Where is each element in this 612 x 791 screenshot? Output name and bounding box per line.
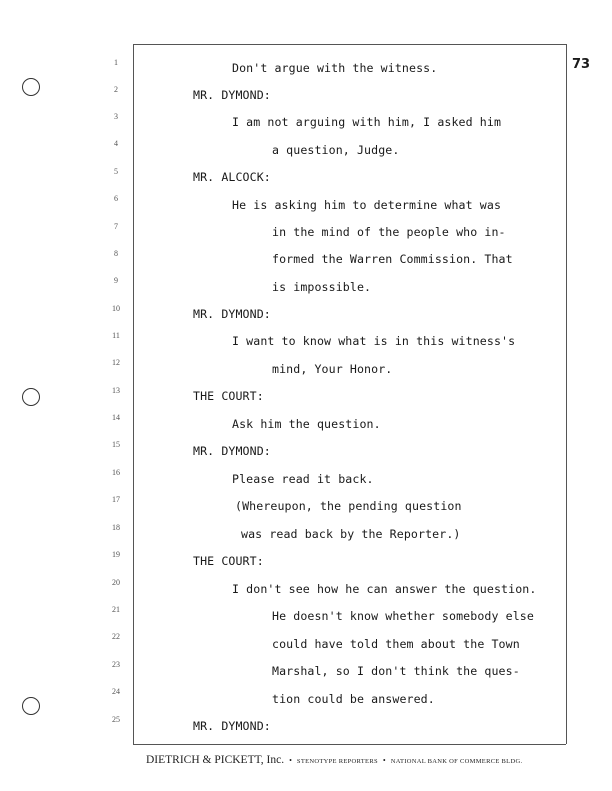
transcript-line: tion could be answered.	[272, 692, 435, 706]
transcript-line: I am not arguing with him, I asked him	[232, 115, 502, 129]
line-number: 10	[112, 304, 120, 313]
binder-hole-middle	[22, 388, 40, 406]
footer-service: STENOTYPE REPORTERS	[296, 758, 378, 765]
footer-separator: •	[382, 756, 386, 765]
line-number: 22	[112, 632, 120, 641]
transcript-line: is impossible.	[272, 280, 372, 294]
left-margin-rule	[133, 44, 134, 744]
line-number: 9	[114, 276, 118, 285]
transcript-line: He doesn't know whether somebody else	[272, 609, 534, 623]
transcript-line: mind, Your Honor.	[272, 362, 393, 376]
footer-separator: •	[289, 756, 292, 765]
line-number: 13	[112, 386, 120, 395]
transcript-line: in the mind of the people who in-	[272, 225, 506, 239]
line-number: 8	[114, 249, 118, 258]
line-number: 21	[112, 605, 120, 614]
bottom-rule	[133, 744, 566, 745]
binder-hole-bottom	[22, 697, 40, 715]
line-number: 1	[114, 58, 118, 67]
speaker-label: MR. DYMOND:	[193, 88, 271, 102]
line-number: 25	[112, 715, 120, 724]
transcript-line: a question, Judge.	[272, 143, 400, 157]
line-number: 18	[112, 523, 120, 532]
speaker-label: MR. DYMOND:	[193, 444, 271, 458]
line-number: 23	[112, 660, 120, 669]
line-number: 17	[112, 495, 120, 504]
transcript-line: could have told them about the Town	[272, 637, 520, 651]
transcript-line: I don't see how he can answer the question.	[232, 582, 537, 596]
line-number: 12	[112, 358, 120, 367]
line-number: 20	[112, 578, 120, 587]
transcript-line: Ask him the question.	[232, 417, 381, 431]
footer-address: NATIONAL BANK OF COMMERCE BLDG.	[390, 758, 523, 765]
transcript-line: Marshal, so I don't think the ques-	[272, 664, 520, 678]
footer-firm-name: DIETRICH & PICKETT, Inc.	[146, 754, 285, 766]
line-number: 11	[112, 331, 120, 340]
page-footer	[146, 750, 522, 768]
transcript-line: He is asking him to determine what was	[232, 198, 502, 212]
speaker-label: MR. DYMOND:	[193, 307, 271, 321]
line-number: 24	[112, 687, 120, 696]
page-number: 73	[572, 57, 591, 72]
transcript-line: (Whereupon, the pending question	[235, 499, 462, 513]
line-number: 16	[112, 468, 120, 477]
line-number: 6	[114, 194, 118, 203]
line-number: 15	[112, 440, 120, 449]
transcript-line: was read back by the Reporter.)	[241, 527, 461, 541]
line-number: 4	[114, 139, 118, 148]
right-margin-rule	[566, 44, 567, 744]
transcript-line: Please read it back.	[232, 472, 374, 486]
line-number: 19	[112, 550, 120, 559]
line-number: 7	[114, 222, 118, 231]
transcript-line: formed the Warren Commission. That	[272, 252, 513, 266]
top-rule	[133, 44, 566, 45]
transcript-line: I want to know what is in this witness's	[232, 334, 516, 348]
speaker-label: THE COURT:	[193, 554, 264, 568]
binder-hole-top	[22, 78, 40, 96]
line-number: 14	[112, 413, 120, 422]
speaker-label: MR. ALCOCK:	[193, 170, 271, 184]
line-number: 3	[114, 112, 118, 121]
speaker-label: THE COURT:	[193, 389, 264, 403]
transcript-line: Don't argue with the witness.	[232, 61, 438, 75]
speaker-label: MR. DYMOND:	[193, 719, 271, 733]
line-number: 2	[114, 85, 118, 94]
line-number: 5	[114, 167, 118, 176]
